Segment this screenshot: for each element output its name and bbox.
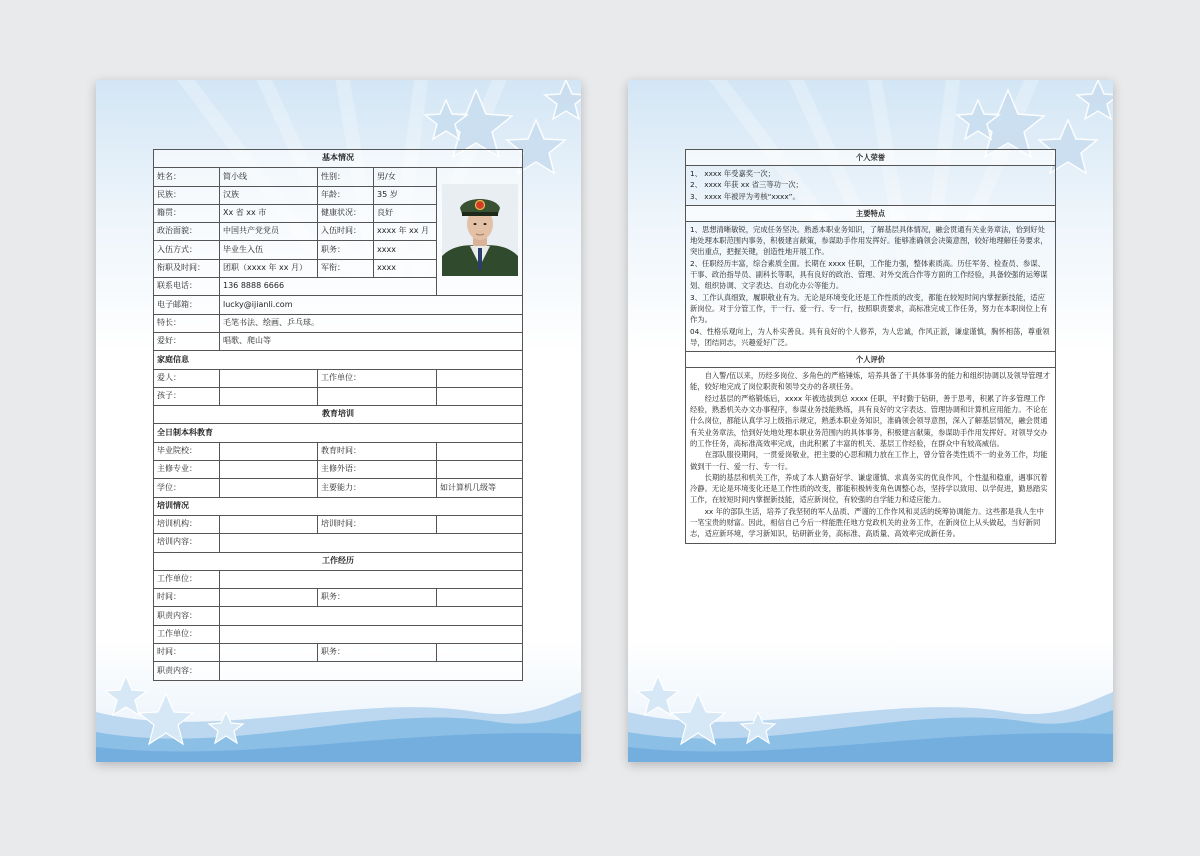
gender-label: 性别：: [318, 168, 374, 186]
health-value: 良好: [374, 204, 437, 222]
evaluation-paragraph: 在部队服役期间，一贯爱岗敬业，把主要的心思和精力放在工作上，曾分管各类性质不一的业务工作，均能做到干一行、爱一行、专一行。: [690, 450, 1048, 471]
degree-label: 学位：: [154, 479, 220, 497]
language-value: [437, 461, 523, 479]
feature-item: 1、思想清晰敏锐，完成任务坚决。熟悉本职业务知识，了解基层具体情况，融会贯通有关业务章法，恰到好处地处理本职范围内事务，积极建言献策，参谋助手作用发挥好。能够准确领会决策意图，较好地理解任务要求，突出重点，把握关键，创造性地开展工作。: [690, 224, 1048, 257]
section-work-experience: 工作经历: [154, 552, 523, 570]
child-extra-value: [437, 387, 523, 405]
spouse-value: [220, 369, 318, 387]
age-value: 35 岁: [374, 186, 437, 204]
work-time-value: [220, 589, 318, 607]
degree-value: [220, 479, 318, 497]
health-label: 健康状况：: [318, 204, 374, 222]
enlist-time-value: xxxx 年 xx 月: [374, 223, 437, 241]
evaluation-paragraph: 自入警/伍以来，历经多岗位、多角色的严格锤炼，培养具备了干具体事务的能力和组织协调以及领导管理才能，较好地完成了岗位职责和领导交办的各项任务。: [690, 371, 1051, 392]
phone-label: 联系电话：: [154, 278, 220, 296]
spouse-label: 爱人：: [154, 369, 220, 387]
honors-section: [685, 149, 1056, 544]
child-value: [220, 387, 318, 405]
training-time-value: [437, 515, 523, 533]
training-time-label: 培训时间：: [318, 515, 437, 533]
section-education: 教育培训: [154, 406, 523, 424]
section-training: 培训情况: [154, 497, 523, 515]
edu-time-label: 教育时间：: [318, 442, 437, 460]
arm-label: 军衔：: [318, 259, 374, 277]
bottom-wave-decoration: [628, 672, 1113, 762]
star-icon: [637, 676, 679, 715]
political-value: 中国共产党党员: [220, 223, 318, 241]
work-duty-value: [437, 589, 523, 607]
evaluation-paragraph: 长期的基层和机关工作，养成了本人勤奋好学、谦虚谨慎、求真务实的优良作风，个性温和稳重，遇事沉着冷静。无论是环境变化还是工作性质的改变，都能积极转变角色调整心态，坚持学以致用、以学促进，勤恳踏实工作，在较短时间内掌握新技能，适应新岗位，有较强的自学能力和适应能力。: [690, 472, 1048, 505]
feature-item: 2、任职经历丰富，综合素质全面。长期在 xxxx 任职，工作能力强，整体素质高。历任军务、检查员、参谋、干事、政治指导员、副科长等职，具有良好的政治、管理、对外交流合作等方面的工作经验，具备较强的运筹谋划、组织协调、文字表达、自动化办公等能力。: [690, 258, 1048, 291]
work-time-label: 时间：: [154, 589, 220, 607]
star-icon: [1077, 80, 1113, 119]
ability-value: 如计算机几级等: [437, 479, 523, 497]
child-label: 孩子：: [154, 387, 220, 405]
work-content-label: 职责内容：: [154, 607, 220, 625]
email-value: lucky@ijianli.com: [220, 296, 523, 314]
star-icon: [545, 80, 581, 119]
phone-value: 136 8888 6666: [220, 278, 437, 296]
honors-title: 个人荣誉: [686, 150, 1055, 166]
skill-label: 特长：: [154, 314, 220, 332]
honor-item: 3、 xxxx 年被评为考核“xxxx”。: [690, 191, 800, 201]
work-time-label: 时间：: [154, 644, 220, 662]
native-label: 籍贯：: [154, 204, 220, 222]
rank-value: 团职（xxxx 年 xx 月）: [220, 259, 318, 277]
child-extra: [318, 387, 437, 405]
resume-page-2: [628, 80, 1113, 762]
native-value: Xx 省 xx 市: [220, 204, 318, 222]
enlist-way-value: 毕业生入伍: [220, 241, 318, 259]
ethnic-value: 汉族: [220, 186, 318, 204]
soldier-portrait-photo: [442, 184, 518, 276]
school-value: [220, 442, 318, 460]
evaluation-paragraph: xx 年的部队生活，培养了我坚韧的军人品质、严谨的工作作风和灵活的统筹协调能力。这些都是我人生中一笔宝贵的财富。因此，相信自己今后一样能胜任地方党政机关的业务工作，在新岗位上从头做起，当好新同志，适应新环境，学习新知识，钻研新业务，高标准、高质量、高效率完成新任务。: [690, 506, 1044, 539]
name-label: 姓名：: [154, 168, 220, 186]
spouse-work-unit-label: 工作单位：: [318, 369, 437, 387]
evaluation-title: 个人评价: [686, 352, 1055, 368]
major-label: 主修专业：: [154, 461, 220, 479]
work-unit-label: 工作单位：: [154, 625, 220, 643]
work-duty-value: [437, 644, 523, 662]
section-family-info: 家庭信息: [154, 351, 523, 369]
evaluation-body: [686, 368, 1055, 543]
feature-item: 04、性格乐观向上，为人朴实善良。具有良好的个人修养，为人忠诚，作风正派，谦虚谨慎，胸怀相荡，尊重领导，团结同志，兴趣爱好广泛。: [690, 326, 1050, 347]
duty-value: xxxx: [374, 241, 437, 259]
work-duty-label: 职务：: [318, 589, 437, 607]
honor-item: 2、 xxxx 年获 xx 省三等功一次；: [690, 180, 803, 190]
duty-label: 职务：: [318, 241, 374, 259]
resume-page-1: [96, 80, 581, 762]
spouse-work-unit-value: [437, 369, 523, 387]
work-duty-label: 职务：: [318, 644, 437, 662]
training-org-value: [220, 515, 318, 533]
training-content-label: 培训内容：: [154, 534, 220, 552]
star-icon: [105, 676, 147, 715]
work-unit-label: 工作单位：: [154, 570, 220, 588]
honors-list: [686, 166, 1055, 206]
hobby-value: 唱歌、爬山等: [220, 332, 523, 350]
ability-label: 主要能力：: [318, 479, 437, 497]
profile-photo-cell: [437, 168, 523, 296]
work-content-value: [220, 662, 523, 680]
enlist-way-label: 入伍方式：: [154, 241, 220, 259]
arm-value: xxxx: [374, 259, 437, 277]
honor-item: 1、 xxxx 年受嘉奖一次；: [690, 169, 775, 178]
bottom-wave-decoration: [96, 672, 581, 762]
features-title: 主要特点: [686, 206, 1055, 222]
training-content-value: [220, 534, 523, 552]
work-time-value: [220, 644, 318, 662]
school-label: 毕业院校：: [154, 442, 220, 460]
basic-info-table: [153, 149, 523, 681]
section-fulltime-education: 全日制本科教育: [154, 424, 523, 442]
rank-label: 衔职及时间：: [154, 259, 220, 277]
enlist-time-label: 入伍时间：: [318, 223, 374, 241]
major-value: [220, 461, 318, 479]
gender-value: 男/女: [374, 168, 437, 186]
name-value: 简小线: [220, 168, 318, 186]
hobby-label: 爱好：: [154, 332, 220, 350]
edu-time-value: [437, 442, 523, 460]
email-label: 电子邮箱：: [154, 296, 220, 314]
work-content-label: 职责内容：: [154, 662, 220, 680]
ethnic-label: 民族：: [154, 186, 220, 204]
skill-value: 毛笔书法、绘画、乒乓球。: [220, 314, 523, 332]
section-basic-info: 基本情况: [154, 150, 523, 168]
work-content-value: [220, 607, 523, 625]
feature-item: 3、工作认真细致，履职敬业有为。无论是环境变化还是工作性质的改变，都能在较短时间内掌握新技能，适应新岗位。对于分管工作，干一行、爱一行、专一行，按照职责要求，高标准完成工作任务，努力在本职岗位上有作为。: [690, 292, 1048, 325]
work-unit-value: [220, 625, 523, 643]
political-label: 政治面貌：: [154, 223, 220, 241]
evaluation-paragraph: 经过基层的严格锻炼后，xxxx 年被选拔到总 xxxx 任职，平时勤于钻研，善于思考，积累了许多管理工作经验，熟悉机关办文办事程序，参谋业务技能熟练，具有良好的文字表达、管理协调和计算机应用能力。不论在什么岗位，都能认真学习上级指示规定，熟悉本职业务知识，准确领会领导意图，深入了解基层情况，融会贯通有关业务章法，恰到好处地处理本职业务范围内的具体事务，积极建言献策，参谋助手作用发挥好。对领导交办的工作任务，高标准高效率完成，由此积累了丰富的机关、基层工作经验，在群众中有较高威信。: [690, 393, 1048, 448]
work-unit-value: [220, 570, 523, 588]
language-label: 主修外语：: [318, 461, 437, 479]
features-list: [686, 222, 1055, 352]
age-label: 年龄：: [318, 186, 374, 204]
training-org-label: 培训机构：: [154, 515, 220, 533]
